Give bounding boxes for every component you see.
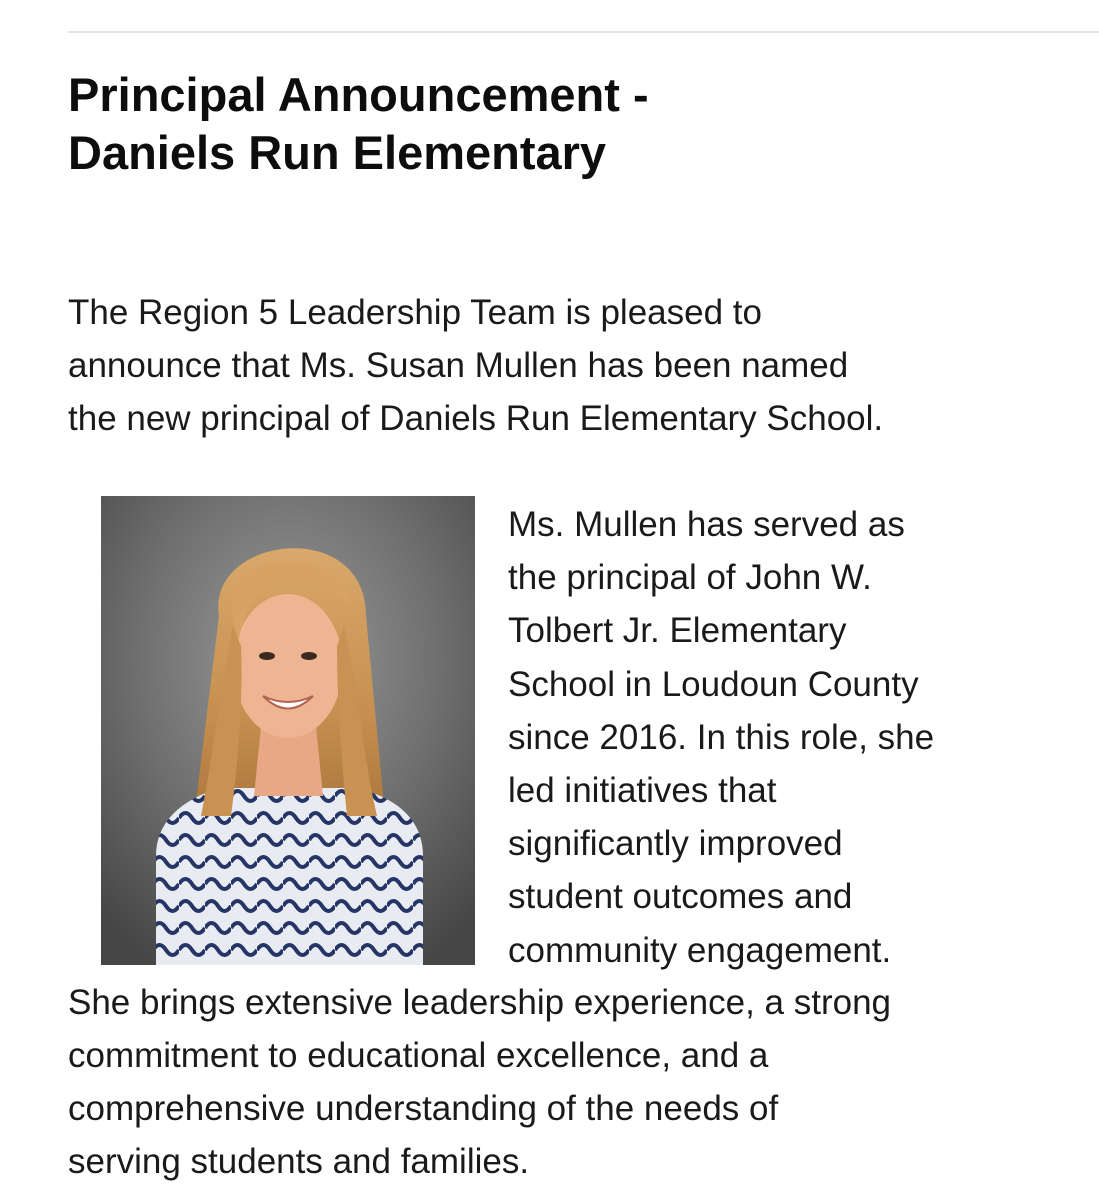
page-title [68,66,1028,182]
bio-line: School in Loudoun County [508,664,919,704]
bio-line: student outcomes and [508,877,853,917]
bio-paragraph [508,498,1068,977]
title-line: Principal Announcement - [68,68,649,121]
intro-line: The Region 5 Leadership Team is pleased to [68,293,762,332]
closing-paragraph [68,976,1088,1188]
intro-line: announce that Ms. Susan Mullen has been named [68,346,849,385]
bio-line: since 2016. In this role, she [508,717,935,757]
top-divider [68,31,1099,33]
closing-line: comprehensive understanding of the needs of [68,1089,779,1128]
title-line: Daniels Run Elementary [68,126,607,179]
bio-line: Tolbert Jr. Elementary [508,611,847,651]
bio-line: Ms. Mullen has served as [508,505,905,544]
bio-line: significantly improved [508,824,843,864]
principal-portrait-photo [101,496,475,965]
bio-line: community engagement. [508,930,892,970]
closing-line: commitment to educational excellence, and a [68,1036,769,1075]
intro-line: the new principal of Daniels Run Elementary School. [68,399,884,438]
closing-line: She brings extensive leadership experience, a strong [68,983,891,1022]
bio-line: the principal of John W. [508,558,872,598]
closing-line: serving students and families. [68,1142,530,1181]
bio-line: led initiatives that [508,771,777,811]
intro-paragraph [68,286,1068,445]
